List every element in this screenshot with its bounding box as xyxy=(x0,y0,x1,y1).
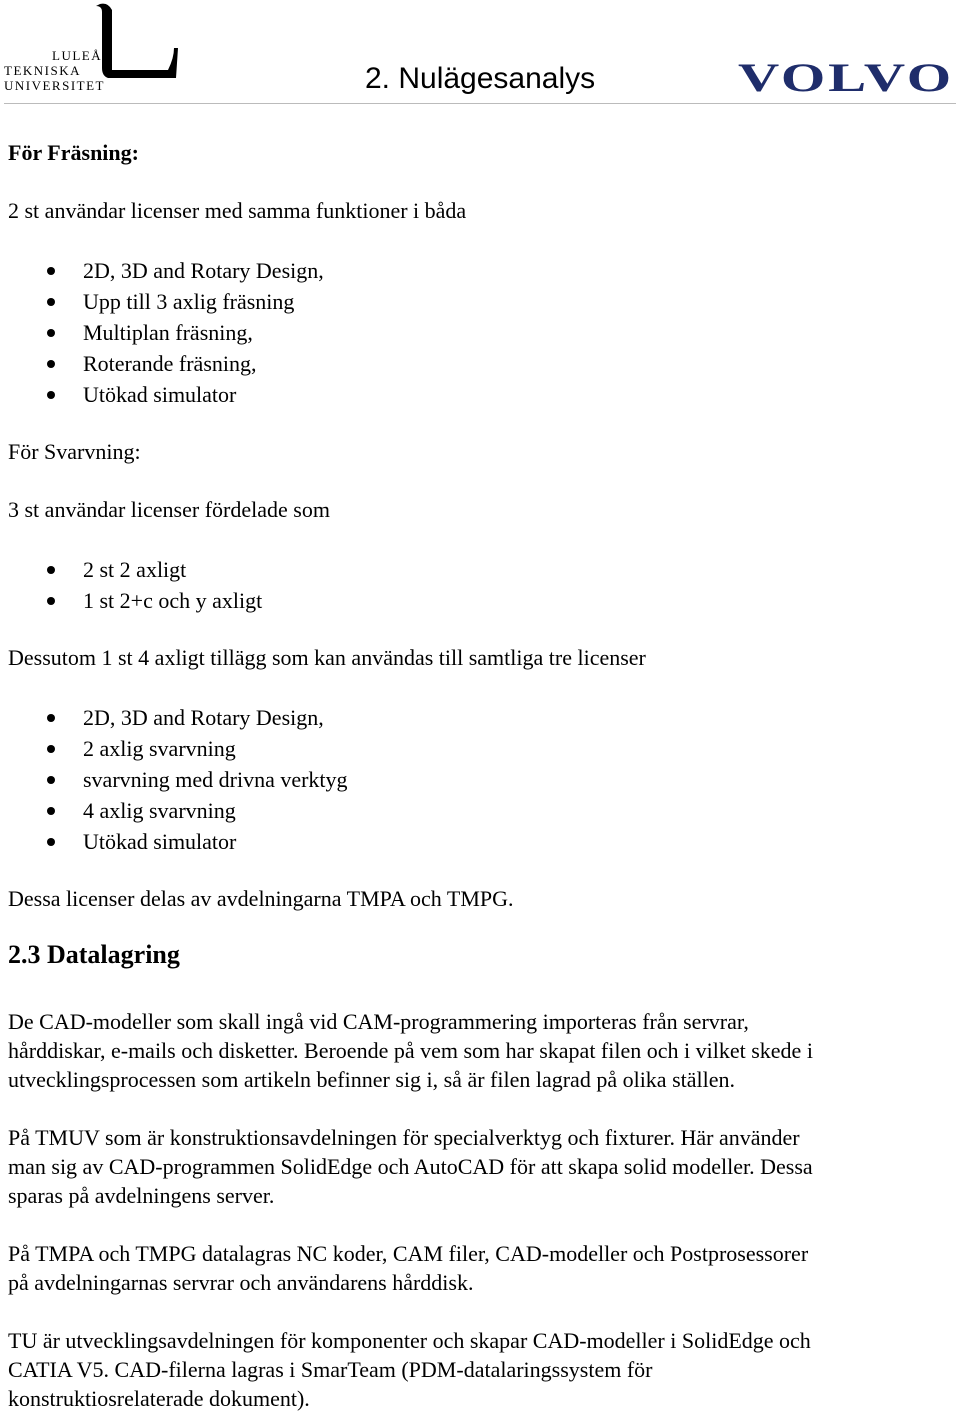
section-heading: 2.3 Datalagring xyxy=(8,940,180,969)
ltu-logo-line3: UNIVERSITET xyxy=(4,78,105,93)
svarvning-heading: För Svarvning: xyxy=(8,439,141,464)
svarvning-intro: 3 st användar licenser fördelade som xyxy=(8,497,330,522)
para4-line3: konstruktiosrelaterade dokument). xyxy=(8,1386,310,1411)
para4-line1: TU är utvecklingsavdelningen för komponenter och skapar CAD-modeller i SolidEdge och xyxy=(8,1328,811,1353)
para2-line3: sparas på avdelningens server. xyxy=(8,1183,275,1208)
list-item: Utökad simulator xyxy=(4,379,324,410)
para1-line3: utvecklingsprocessen som artikeln befinner sig i, så är filen lagrad på olika ställen. xyxy=(8,1067,735,1092)
dessutom-text: Dessutom 1 st 4 axligt tillägg som kan användas till samtliga tre licenser xyxy=(8,645,646,670)
ltu-logo-line2: TEKNISKA xyxy=(4,63,81,78)
frasning-heading: För Fräsning: xyxy=(8,140,139,165)
bullet-icon xyxy=(47,360,55,368)
list-item: Multiplan fräsning, xyxy=(4,317,324,348)
svarvning-list xyxy=(4,554,262,616)
bullet-icon xyxy=(47,566,55,574)
para3-line1: På TMPA och TMPG datalagras NC koder, CAM filer, CAD-modeller och Postprosessorer xyxy=(8,1241,809,1266)
page-header xyxy=(0,0,960,106)
para4-line2: CATIA V5. CAD-filerna lagras i SmarTeam (PDM-datalaringssystem för xyxy=(8,1357,653,1382)
para1-line1: De CAD-modeller som skall ingå vid CAM-programmering importeras från servrar, xyxy=(8,1009,749,1034)
frasning-intro: 2 st användar licenser med samma funktioner i båda xyxy=(8,198,467,223)
list-item: Upp till 3 axlig fräsning xyxy=(4,286,324,317)
header-divider xyxy=(4,103,956,104)
volvo-logo-text: VOLVO xyxy=(738,58,954,96)
para2-line1: På TMUV som är konstruktionsavdelningen för specialverktyg och fixturer. Här använder xyxy=(8,1125,800,1150)
bullet-icon xyxy=(47,807,55,815)
chapter-title: 2. Nulägesanalys xyxy=(365,62,596,95)
volvo-logo xyxy=(738,58,956,96)
list-item: 2D, 3D and Rotary Design, xyxy=(4,702,348,733)
para2-line2: man sig av CAD-programmen SolidEdge och AutoCAD för att skapa solid modeller. Dessa xyxy=(8,1154,813,1179)
ltu-logo-line1: LULEÅ xyxy=(52,48,103,63)
list-item: 2 st 2 axligt xyxy=(4,554,262,585)
list-item: Utökad simulator xyxy=(4,826,348,857)
ltu-l-mark-icon xyxy=(90,0,180,82)
bullet-icon xyxy=(47,776,55,784)
list-item: 4 axlig svarvning xyxy=(4,795,348,826)
list-item: Roterande fräsning, xyxy=(4,348,324,379)
list-item: 2 axlig svarvning xyxy=(4,733,348,764)
tillagg-list xyxy=(4,702,348,857)
ltu-logo xyxy=(0,0,180,100)
bullet-icon xyxy=(47,267,55,275)
delas-text: Dessa licenser delas av avdelningarna TMPA och TMPG. xyxy=(8,886,514,911)
list-item: 2D, 3D and Rotary Design, xyxy=(4,255,324,286)
bullet-icon xyxy=(47,745,55,753)
bullet-icon xyxy=(47,391,55,399)
para3-line2: på avdelningarnas servrar och användarens hårddisk. xyxy=(8,1270,474,1295)
bullet-icon xyxy=(47,329,55,337)
list-item: 1 st 2+c och y axligt xyxy=(4,585,262,616)
list-item: svarvning med drivna verktyg xyxy=(4,764,348,795)
bullet-icon xyxy=(47,597,55,605)
bullet-icon xyxy=(47,838,55,846)
para1-line2: hårddiskar, e-mails och disketter. Beroende på vem som har skapat filen och i vilket skede i xyxy=(8,1038,813,1063)
frasning-list xyxy=(4,255,324,410)
bullet-icon xyxy=(47,714,55,722)
bullet-icon xyxy=(47,298,55,306)
